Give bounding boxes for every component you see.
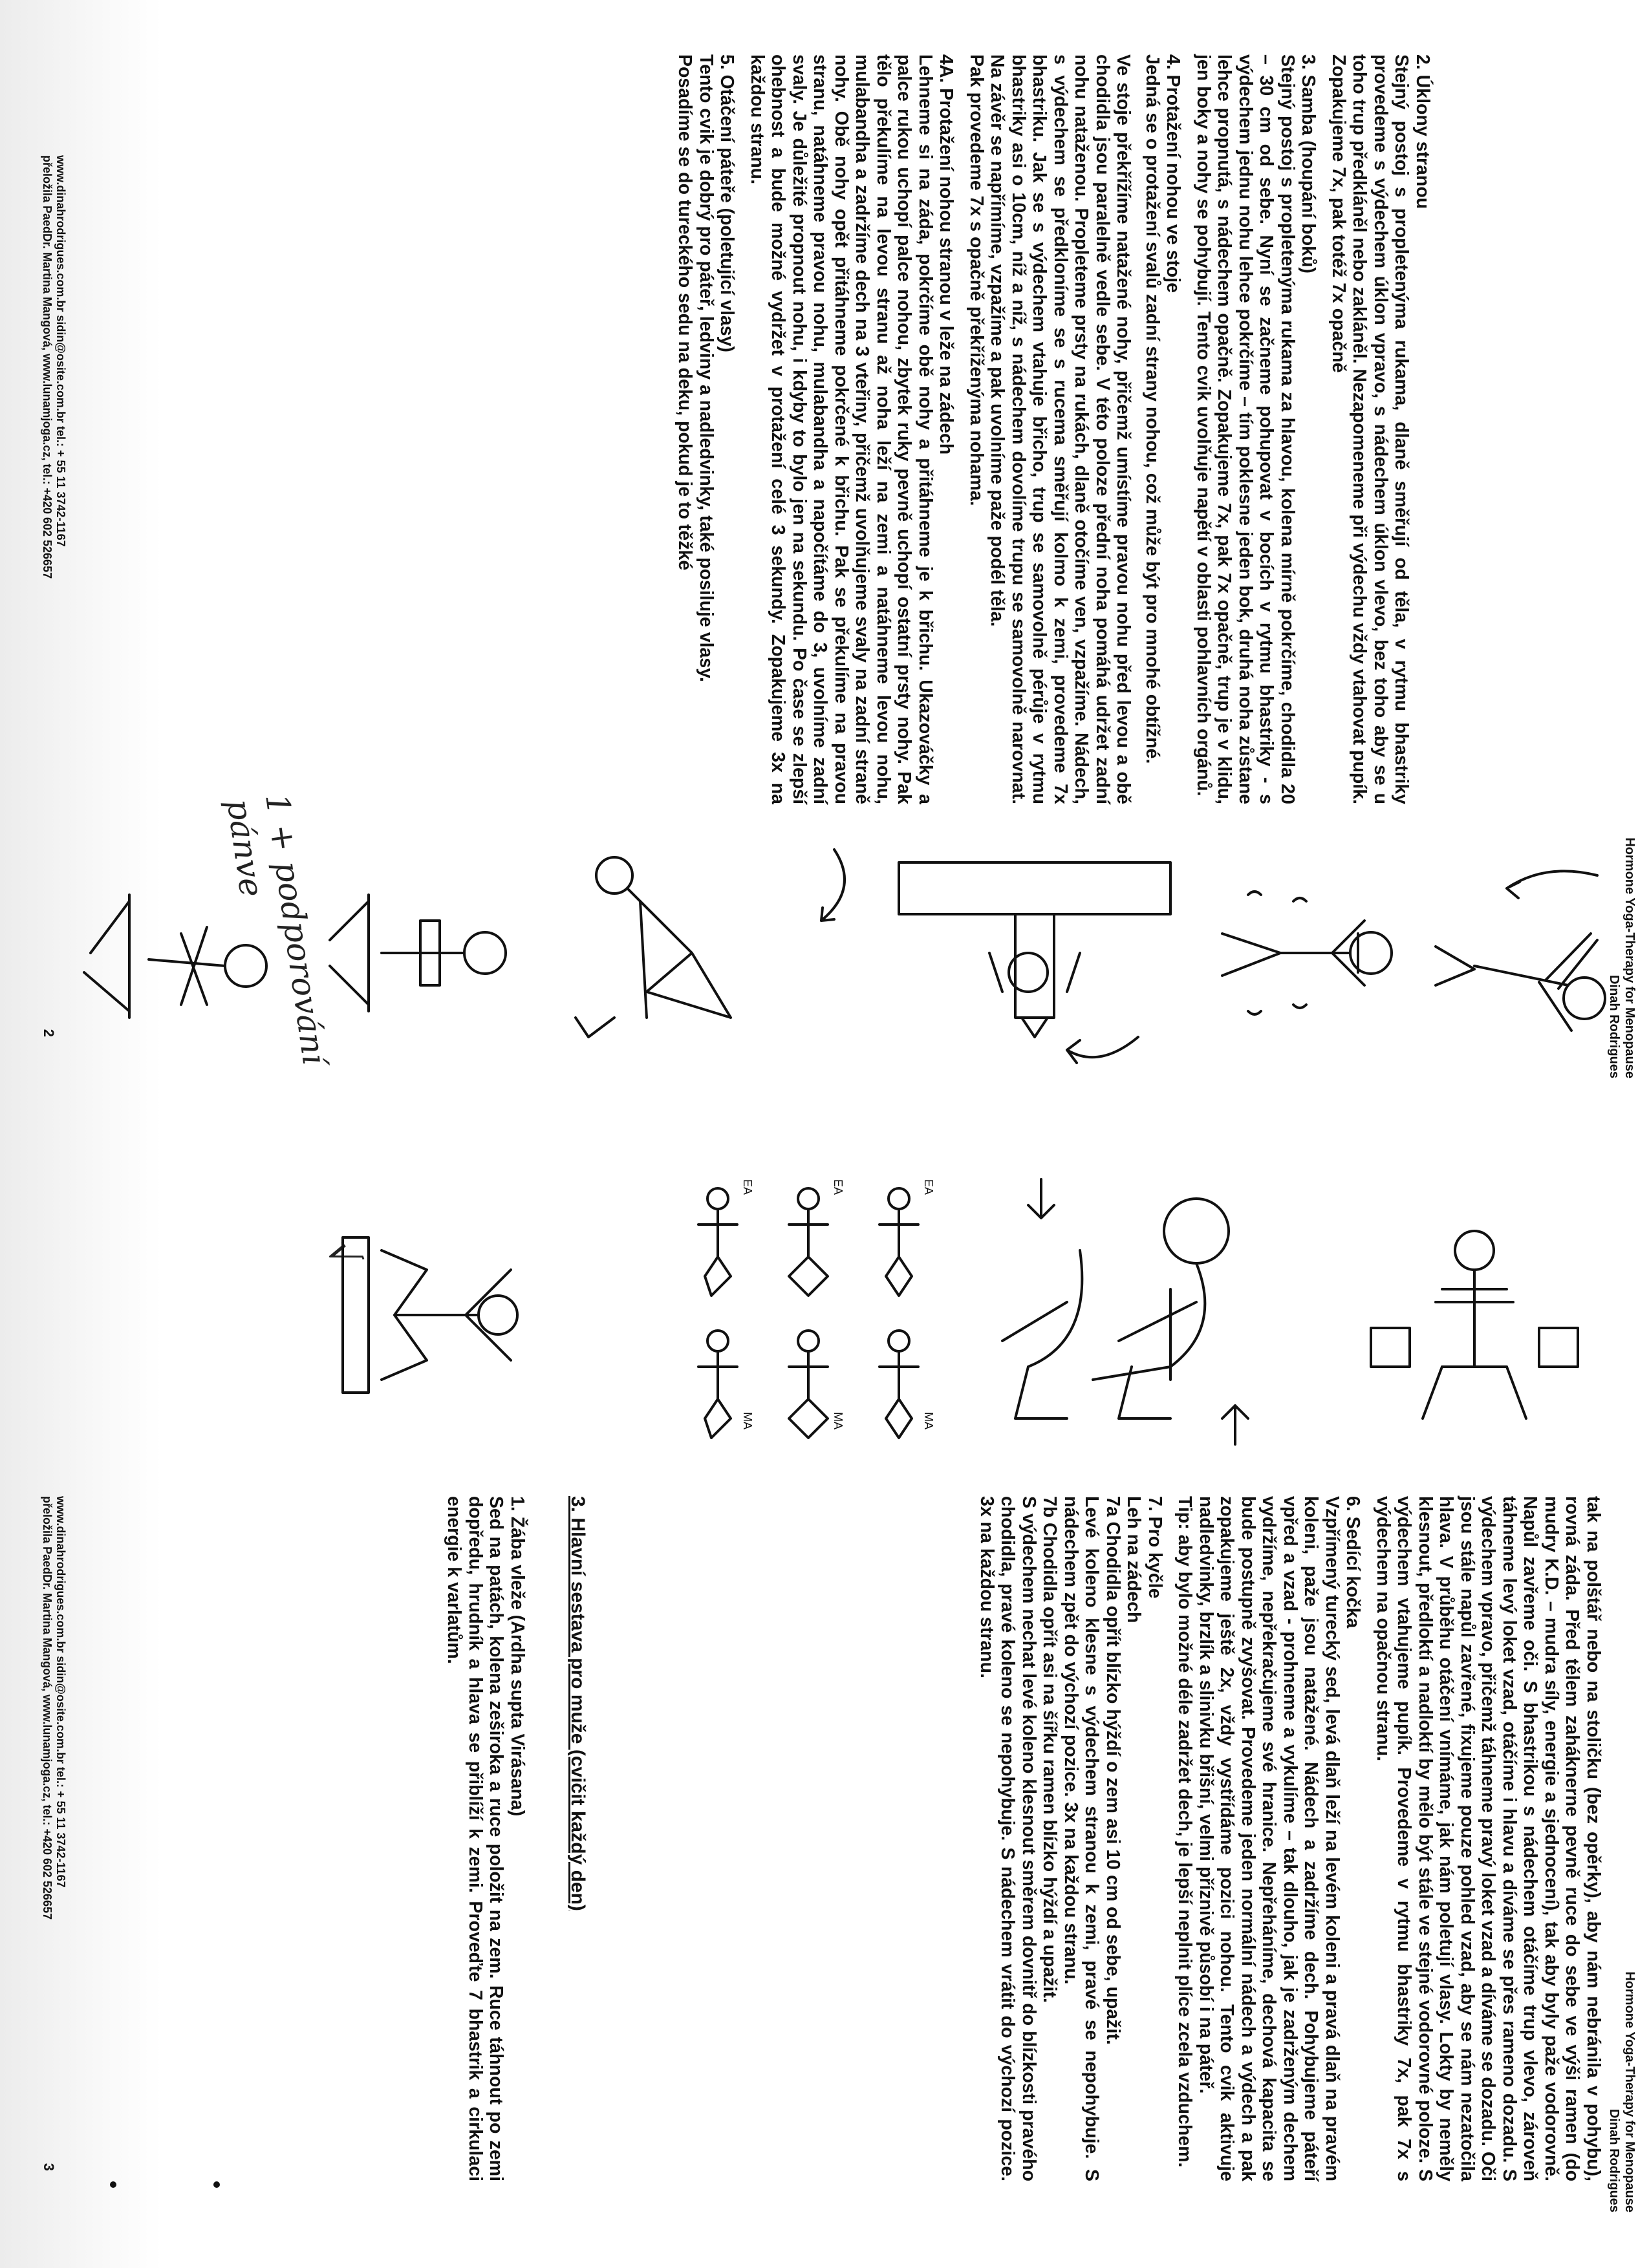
section-text: Leh na zádech <box>1123 1496 1145 1623</box>
header-author: Dinah Rodrigues <box>1607 974 1621 1078</box>
handwritten-note: 1 + podporování pánve <box>219 791 334 1067</box>
scan-dot <box>213 2181 220 2188</box>
page-footer <box>40 155 67 579</box>
section-text: Stejný postoj s propletenýma rukama za hlavou, kolena mírně pokrčíme, chodidla 20 – 30 cm od sebe. Nyní se začneme pohupovat v bocích v rytmu bhastriky - s výdechem jednu nohu lehce pokrčíme – tím poklesne jeden bok, druhá noha zůstane lehce propnutá, s nádechem opačně. Zopakujeme 7x, pak 7x opačně, trup je v klidu, jen boky a nohy se pohybují. Tento cvik uvolňuje napětí v oblasti pohlavních orgánů. <box>1193 54 1298 804</box>
scan-dot <box>110 2181 116 2188</box>
handwritten-check-mark: √ <box>317 1234 369 1274</box>
section-text: 7b Chodidla opřít asi na šířku ramen blízko hýždí a upažit. <box>1039 1496 1061 2003</box>
section-text: Sed na patách, kolena zeširoka a ruce položit na zem. Ruce táhnout po zemi dopředu, hrudník a hlava se přiblíží k zemi. Proveďte 7 bhastrik a cirkulaci energie k varlatům. <box>444 1496 507 2181</box>
section-title: 7. Pro kyčle <box>1145 1496 1165 1599</box>
page-number: 3 <box>41 2163 57 2171</box>
section-title: 5. Otáčení páteře (poletující vlasy) <box>717 54 738 352</box>
header-title: Hormone Yoga-Therapy for Menopause <box>1622 837 1637 1078</box>
section-title: 3. Samba (houpání boků) <box>1298 54 1319 273</box>
section-title: 4. Protažení nohou ve stoje <box>1163 54 1184 293</box>
main-section-title: 3. Hlavní sestava pro muže (cvičit každý den) <box>567 1496 588 1911</box>
section-text: Pak provedeme 7x s opačně překříženýma nohama. <box>966 54 987 506</box>
text-column <box>969 1496 1604 2181</box>
page-header <box>1606 1971 1637 2212</box>
hip-exercise-figures <box>601 1173 938 1457</box>
header-author: Dinah Rodrigues <box>1607 2108 1621 2212</box>
section-text: Posadíme se do tureckého sedu na deku, pokud je to těžké <box>674 54 696 571</box>
seated-twist-figure-3 <box>1332 1173 1604 1457</box>
footer-contact: www.dinahrodrigues.com.br sidin@osite.com.br tel.: + 55 11 3742-1167 <box>54 155 67 547</box>
page-number: 2 <box>41 1029 57 1037</box>
fig-label-ma: MA <box>832 1412 845 1429</box>
fig-label-ea: EA <box>922 1179 935 1195</box>
section-title: 2. Úklony stranou <box>1412 54 1433 209</box>
fig-label-ea: EA <box>741 1179 754 1195</box>
page-3 <box>0 1134 1649 2268</box>
section-title: 6. Sedící kočka <box>1342 1496 1364 1629</box>
fig-label-ea: EA <box>832 1179 845 1195</box>
text-column-2 <box>436 1496 537 2181</box>
forward-bend-figure <box>886 824 1196 1082</box>
section-text: Tento cvik je dobrý pro páteř, ledviny a nadledvinky, také posiluje vlasy. <box>696 54 717 682</box>
section-text: 7a Chodidla opřít blízko hýždí o zem asi 10 cm od sebe, upažit. <box>1103 1496 1123 2045</box>
section-text: Jedná se o protažení svalů zadní strany nohou, což může být pro mnohé obtížné. <box>1142 54 1163 764</box>
section-text: Stejný postoj s propletenýma rukama, dlaně směřují od těla, v rytmu bhastriky provedeme s výdechem úklon vpravo, s nádechem úklon vlevo, bez toho aby se u toho trup předkláněl nebo zakláněl. Nezapomeneme při výdechu vždy vtahovat pupík. Zopakujeme 7x, pak totéž 7x opačně <box>1328 54 1412 804</box>
page-footer <box>40 1496 67 1920</box>
leg-stretch-lying-figure <box>563 824 860 1082</box>
header-title: Hormone Yoga-Therapy for Menopause <box>1622 1971 1637 2212</box>
section-text: S výdechem nechat levé koleno klesnout směrem dovnitř do blízkosti pravého chodidla, pravé koleno se nepohybuje. S nádechem vrátit do výchozí pozice. 3x na každou stranu. <box>976 1496 1039 2181</box>
samba-figure <box>1216 837 1410 1069</box>
fig-label-ma: MA <box>741 1412 754 1429</box>
side-bend-figure <box>1429 837 1623 1069</box>
fig-label-ma: MA <box>922 1412 935 1429</box>
footer-translator: přeložila PaedDr. Martina Mangová, www.lunamjoga.cz, tel.: +420 602 526657 <box>41 1496 54 1920</box>
section-text: Tip: aby bylo možné déle zadržet dech, je lepší neplnit plíce zcela vzduchem. <box>1174 1496 1196 2168</box>
text-column <box>667 54 1442 804</box>
section-text: tak na polštář nebo na stoličku (bez opěrky), aby nám nebránila v pohybu), rovná záda. Před tělem zaháknerne pevně ruce do sebe ve výši ramen (do mudry K.D. – mudra síly, energie a sjednocení), tak aby byly paže vodorovně. Napůl zavřeme oči. S bhastrikou s nádechem otáčíme trup vlevo, zároveň táhneme levý loket vzad, otáčíme i hlavu a díváme se přes rameno dozadu. S výdechem vpravo, přičemž táhneme pravý loket vzad a díváme se dozadu. Oči jsou stále napůl zavřené, fixujeme pouze pohled vzad, aby se nám nezatočila hlava. V průběhu otáčení vnímáme, jak nám poletují vlasy. Lokty by neměly klesnout, předloktí a nadloktí by mělo být stále ve stejné vodorovné poloze. S výdechem vtahujeme pupík. Provedeme v rytmu bhastriky 7x, pak 7x s výdechem na opačnou stranu. <box>1373 1496 1604 2181</box>
frog-pose-figure <box>330 1173 537 1457</box>
seated-cat-figure <box>964 1173 1300 1457</box>
footer-translator: přeložila PaedDr. Martina Mangová, www.lunamjoga.cz, tel.: +420 602 526657 <box>41 155 54 579</box>
section-title: 4A. Protažení nohou stranou v leže na zádech <box>936 54 957 455</box>
section-title: 1. Žába vleže (Ardha supta Virásana) <box>507 1496 528 1817</box>
footer-contact: www.dinahrodrigues.com.br sidin@osite.com.br tel.: + 55 11 3742-1167 <box>54 1496 67 1888</box>
section-text: Ve stoje překřížíme natažené nohy, přičemž umístíme pravou nohu před levou a obě chodidla jsou paralelně vedle sebe. V této poloze přední noha pomáhá udržet zadní nohu nataženou. Propleteme prsty na rukách, dlaně otočíme ven, vzpažíme. Nádech, s výdechem se předkloníme se s rucema směřují kolmo k zemi, provedeme 7x bhastriku. Jak se s výdechem vtahuje břicho, trup se samovolně pérůje v rytmu bhastriky asi o 10cm, níž a níž, s nádechem dovolíme trupu se samovolně narovnat. Na závěr se napřímíme, vzpažíme a pak uvolníme paže podél těla. <box>987 54 1134 804</box>
section-text: Lehneme si na záda, pokrčíme obě nohy a přitáhneme je k břichu. Ukazováčky a palce rukou uchopí palce nohou, zbytek ruky pevně uchopí ostatní prsty nohy. Pak tělo překulíme na levou stranu až noha leží na zemi a natáhneme levou nohu, mulabandha a zadržíme dech na 3 vteřiny, přičemž uvolňujeme svaly na zadní straně nohy. Obě nohy opět přitáhneme pokrčené k břichu. Pak se překulíme na pravou stranu, natáhneme pravou nohu, mulabandha a napočítáme do 3, uvolníme zadní svaly. Je důležité propnout nohu, i kdyby to bylo jen na sekundu. Po čase se zlepší ohebnost a bude možné vydržet v protažení celé 3 sekundy. Zopakujeme 3x na každou stranu. <box>747 54 936 804</box>
section-text: Vzpřímený turecký sed, levá dlaň leží na levém koleni a pravá dlaň na pravém koleni, paže jsou natažené. Nádech a zadržíme dech. Pohybujeme páteří vpřed a vzad - prohneme a vykulíme – tak dlouho, jak je zadrženým dechem vydržíme, nepřekračujeme své hranice. Nepřeháníme, dechová kapacita se bude postupně zvyšovat. Provedeme jeden normální nádech a výdech a pak zopakujeme ještě 2x, vždy vystřídáme pozici nohou. Tento cvik aktivuje nadledvinky, brzlík a slinivku břišní, velmi příznivě působí i na páteř. <box>1196 1496 1342 2181</box>
section-text: Levé koleno klesne s výdechem stranou k zemi, pravé se nepohybuje. S nádechem zpět do výchozí pozice. 3x na každou stranu. <box>1061 1496 1103 2181</box>
